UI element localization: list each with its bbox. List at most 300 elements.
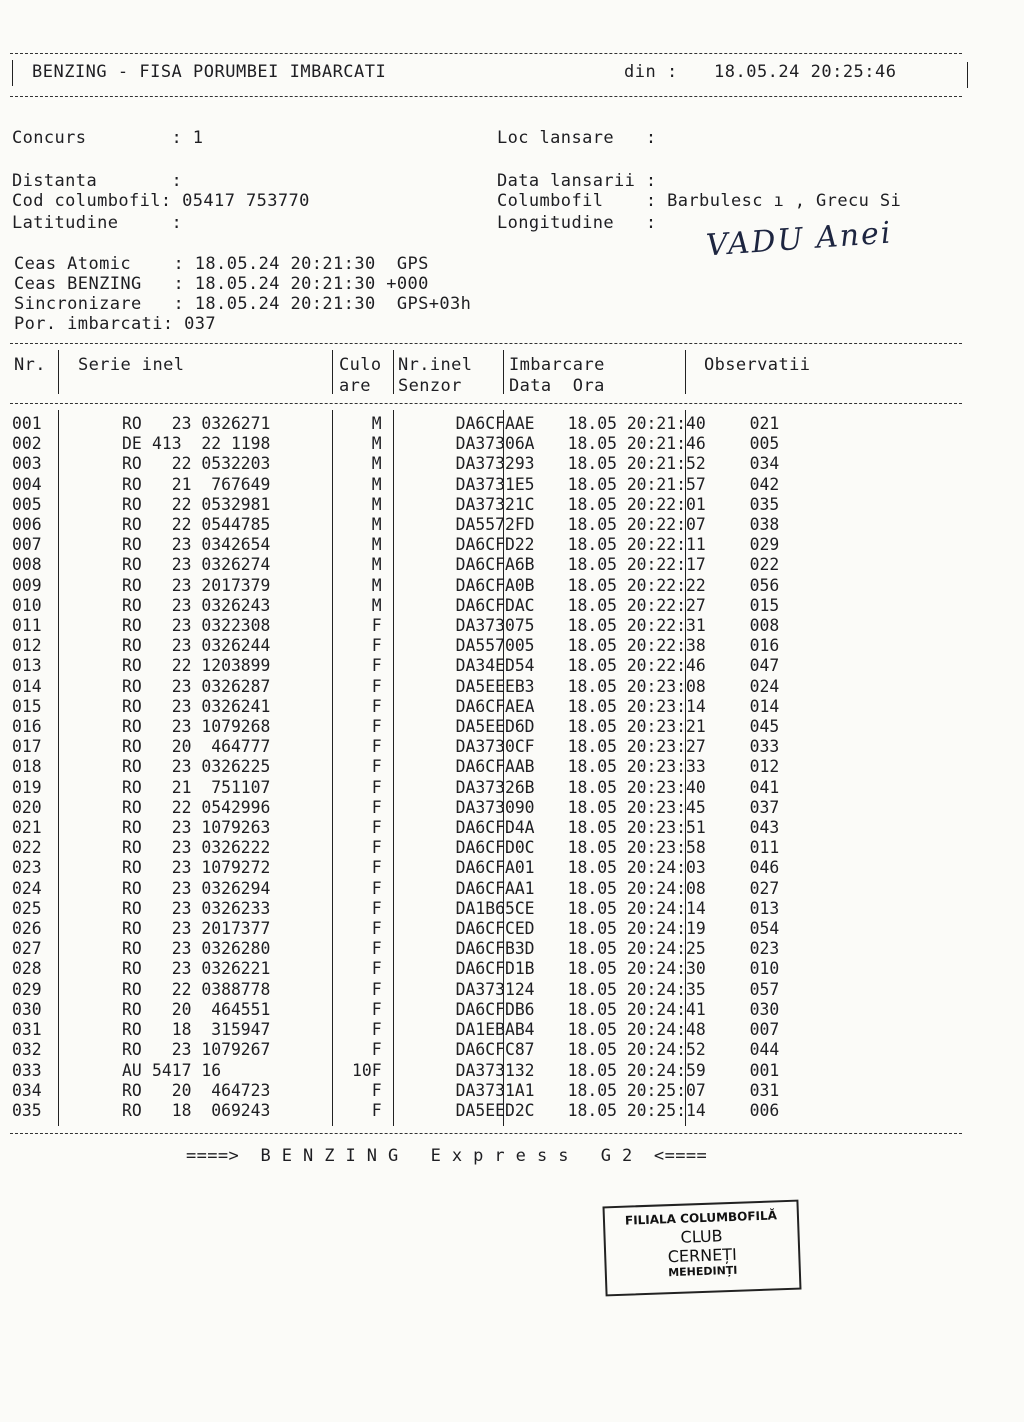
row-number: 029 — [12, 979, 42, 999]
ring-country: RO — [122, 676, 142, 696]
sex-marker: F — [371, 979, 382, 999]
ring-country: RO — [122, 959, 142, 979]
color-cell — [382, 778, 452, 798]
observation: 013 — [749, 898, 780, 918]
table-row — [12, 656, 810, 676]
boarding-datetime: 18.05 20:24:35 — [567, 979, 706, 999]
row-number: 026 — [12, 919, 42, 939]
color-cell — [382, 980, 452, 1000]
ring-number: 5417 16 — [152, 1060, 222, 1080]
row-number: 001 — [12, 414, 42, 433]
color-cell — [382, 677, 452, 697]
ring-number: 23 1079272 — [152, 858, 271, 878]
observation: 034 — [749, 454, 780, 474]
observation: 015 — [749, 595, 780, 615]
sex-marker: M — [371, 595, 382, 615]
ring-number: 22 1203899 — [152, 656, 271, 676]
ring-country: RO — [122, 1080, 142, 1100]
sex-marker: F — [371, 898, 382, 918]
sensor-id: DA373090 — [455, 797, 535, 817]
boarding-datetime: 18.05 20:23:58 — [567, 838, 706, 858]
ring-number: 22 0542996 — [152, 797, 271, 817]
table-row — [12, 980, 810, 1000]
table-row — [12, 959, 810, 979]
info-sincronizare: Sincronizare : 18.05.24 20:21:30 GPS+03h — [14, 294, 472, 314]
sensor-id: DA37321C — [455, 494, 535, 514]
row-number: 015 — [12, 696, 42, 716]
color-cell — [382, 757, 452, 777]
col-divider-5-header — [685, 350, 686, 394]
sensor-id: DA1B65CE — [455, 898, 535, 918]
col-divider-3-header — [393, 350, 394, 394]
sex-marker: F — [371, 919, 382, 939]
col-header-nrinel-1: Nr.inel — [398, 355, 473, 375]
document-title: BENZING - FISA PORUMBEI IMBARCATI — [32, 62, 387, 82]
ring-country: RO — [122, 454, 142, 474]
color-cell — [382, 636, 452, 656]
col-header-observatii: Observatii — [704, 355, 811, 375]
boarding-datetime: 18.05 20:24:48 — [567, 1020, 706, 1040]
sex-marker: F — [371, 858, 382, 878]
boarding-datetime: 18.05 20:24:03 — [567, 858, 706, 878]
table-top-rule — [10, 343, 962, 344]
ring-country: RO — [122, 515, 142, 535]
boarding-datetime: 18.05 20:23:33 — [567, 757, 706, 777]
boarding-datetime: 18.05 20:24:52 — [567, 1040, 706, 1060]
header-bottom-rule — [10, 96, 962, 97]
boarding-datetime: 18.05 20:24:30 — [567, 959, 706, 979]
table-row — [12, 576, 810, 596]
info-data-lansarii: Data lansarii : — [497, 171, 657, 191]
col-divider-1-header — [58, 350, 59, 394]
info-latitudine: Latitudine : — [12, 213, 183, 233]
table-row — [12, 1040, 810, 1060]
observation: 056 — [749, 575, 780, 595]
footer-banner: ====> B E N Z I N G E x p r e s s G 2 <==== — [186, 1146, 708, 1166]
col-header-culoare-2: are — [339, 376, 371, 396]
ring-number: 23 0326244 — [152, 636, 271, 656]
boarding-datetime: 18.05 20:24:25 — [567, 939, 706, 959]
sensor-id: DA6CFD0C — [455, 838, 535, 858]
header-top-rule — [10, 53, 962, 54]
observation: 008 — [749, 616, 780, 636]
observation: 010 — [749, 959, 780, 979]
sensor-id: DA6CFB3D — [455, 939, 535, 959]
ring-number: 20 464551 — [152, 999, 271, 1019]
boarding-datetime: 18.05 20:21:57 — [567, 474, 706, 494]
table-row — [12, 454, 810, 474]
observation: 014 — [749, 696, 780, 716]
sex-marker: F — [371, 777, 382, 797]
table-row — [12, 1101, 810, 1121]
ring-country: RO — [122, 717, 142, 737]
header-right-border — [967, 62, 968, 88]
info-loc-lansare: Loc lansare : — [497, 128, 657, 148]
color-cell — [382, 656, 452, 676]
row-number: 003 — [12, 454, 42, 474]
color-cell — [382, 1081, 452, 1101]
boarding-datetime: 18.05 20:24:19 — [567, 919, 706, 939]
ring-number: 23 1079268 — [152, 717, 271, 737]
sensor-id: DA6CFAAB — [455, 757, 535, 777]
table-header-rule — [10, 403, 962, 404]
sex-marker: F — [371, 636, 382, 656]
col-header-imbarcare-1: Imbarcare — [509, 355, 605, 375]
observation: 030 — [749, 999, 780, 1019]
date-value: 18.05.24 20:25:46 — [714, 62, 897, 82]
table-row — [12, 1061, 810, 1081]
sex-marker: F — [371, 717, 382, 737]
observation: 011 — [749, 838, 780, 858]
ring-country: RO — [122, 535, 142, 555]
row-number: 016 — [12, 717, 42, 737]
ring-number: 23 0326221 — [152, 959, 271, 979]
table-row — [12, 414, 810, 434]
sensor-id: DA6CFAA1 — [455, 878, 535, 898]
sensor-id: DA373293 — [455, 454, 535, 474]
color-cell — [382, 1000, 452, 1020]
info-ceas-benzing: Ceas BENZING : 18.05.24 20:21:30 +000 — [14, 274, 429, 294]
table-row — [12, 778, 810, 798]
table-row — [12, 1000, 810, 1020]
color-cell — [382, 1040, 452, 1060]
ring-number: 20 464723 — [152, 1080, 271, 1100]
sensor-id: DA37306A — [455, 434, 535, 454]
ring-country: RO — [122, 737, 142, 757]
row-number: 027 — [12, 939, 42, 959]
sex-marker: M — [371, 535, 382, 555]
row-number: 014 — [12, 676, 42, 696]
sex-marker: F — [371, 1080, 382, 1100]
color-cell — [382, 515, 452, 535]
boarding-datetime: 18.05 20:23:27 — [567, 737, 706, 757]
sensor-id: DA5EEEB3 — [455, 676, 535, 696]
sex-marker: M — [371, 434, 382, 454]
color-cell — [382, 717, 452, 737]
boarding-datetime: 18.05 20:22:17 — [567, 555, 706, 575]
sex-marker: F — [371, 696, 382, 716]
sex-marker: M — [371, 474, 382, 494]
ring-country: RO — [122, 575, 142, 595]
row-number: 022 — [12, 838, 42, 858]
color-cell — [382, 495, 452, 515]
color-cell — [382, 879, 452, 899]
row-number: 031 — [12, 1020, 42, 1040]
sensor-id: DA6CFD1B — [455, 959, 535, 979]
observation: 044 — [749, 1040, 780, 1060]
ring-number: 23 0326294 — [152, 878, 271, 898]
ring-country: RO — [122, 616, 142, 636]
ring-number: 23 0326233 — [152, 898, 271, 918]
boarding-datetime: 18.05 20:25:14 — [567, 1100, 706, 1120]
ring-country: RO — [122, 1100, 142, 1120]
boarding-datetime: 18.05 20:23:21 — [567, 717, 706, 737]
sensor-id: DA6CFD22 — [455, 535, 535, 555]
color-cell — [382, 576, 452, 596]
color-cell — [382, 555, 452, 575]
color-cell — [382, 535, 452, 555]
observation: 001 — [749, 1060, 780, 1080]
sensor-id: DA34ED54 — [455, 656, 535, 676]
ring-number: 23 2017377 — [152, 919, 271, 939]
sex-marker: F — [371, 757, 382, 777]
boarding-datetime: 18.05 20:22:46 — [567, 656, 706, 676]
sensor-id: DA6CFDAC — [455, 595, 535, 615]
row-number: 017 — [12, 737, 42, 757]
row-number: 035 — [12, 1100, 42, 1120]
sex-marker: M — [371, 515, 382, 535]
ring-country: RO — [122, 979, 142, 999]
boarding-datetime: 18.05 20:22:01 — [567, 494, 706, 514]
row-number: 020 — [12, 797, 42, 817]
ring-country: RO — [122, 777, 142, 797]
row-number: 011 — [12, 616, 42, 636]
ring-country: RO — [122, 474, 142, 494]
table-row — [12, 697, 810, 717]
sex-marker: M — [371, 454, 382, 474]
stamp-line-2: CLUB — [680, 1226, 723, 1247]
observation: 031 — [749, 1080, 780, 1100]
sensor-id: DA557005 — [455, 636, 535, 656]
sensor-id: DA6CFDB6 — [455, 999, 535, 1019]
sensor-id: DA37326B — [455, 777, 535, 797]
row-number: 005 — [12, 494, 42, 514]
row-number: 010 — [12, 595, 42, 615]
sensor-id: DA6CFA0B — [455, 575, 535, 595]
color-cell — [382, 737, 452, 757]
observation: 035 — [749, 494, 780, 514]
ring-number: 22 0544785 — [152, 515, 271, 535]
row-number: 033 — [12, 1060, 42, 1080]
sensor-id: DA6CFAEA — [455, 696, 535, 716]
boarding-datetime: 18.05 20:22:38 — [567, 636, 706, 656]
ring-number: 22 0388778 — [152, 979, 271, 999]
sex-marker: F — [371, 1020, 382, 1040]
row-number: 008 — [12, 555, 42, 575]
sensor-id: DA6CFCED — [455, 919, 535, 939]
observation: 021 — [749, 414, 780, 433]
color-cell — [382, 838, 452, 858]
color-cell — [382, 697, 452, 717]
boarding-datetime: 18.05 20:21:52 — [567, 454, 706, 474]
sex-marker: F — [371, 1040, 382, 1060]
observation: 043 — [749, 818, 780, 838]
boarding-datetime: 18.05 20:23:40 — [567, 777, 706, 797]
row-number: 025 — [12, 898, 42, 918]
boarding-datetime: 18.05 20:24:14 — [567, 898, 706, 918]
color-cell — [382, 596, 452, 616]
sex-marker: F — [371, 656, 382, 676]
row-number: 021 — [12, 818, 42, 838]
sex-marker: F — [371, 737, 382, 757]
col-header-serie: Serie inel — [78, 355, 185, 375]
boarding-datetime: 18.05 20:24:59 — [567, 1060, 706, 1080]
boarding-datetime: 18.05 20:21:46 — [567, 434, 706, 454]
ring-number: 21 751107 — [152, 777, 271, 797]
observation: 038 — [749, 515, 780, 535]
sex-marker: 10F — [352, 1060, 382, 1080]
row-number: 009 — [12, 575, 42, 595]
table-row — [12, 879, 810, 899]
table-row — [12, 798, 810, 818]
ring-number: 23 0326243 — [152, 595, 271, 615]
sex-marker: F — [371, 676, 382, 696]
sex-marker: F — [371, 939, 382, 959]
table-row — [12, 555, 810, 575]
color-cell — [382, 818, 452, 838]
ring-number: 23 0326225 — [152, 757, 271, 777]
color-cell — [382, 434, 452, 454]
info-columbofil: Columbofil : Barbulesc ı , Grecu Si — [497, 191, 902, 211]
header-left-border — [12, 60, 13, 86]
ring-number: 22 0532203 — [152, 454, 271, 474]
info-longitudine: Longitudine : — [497, 213, 657, 233]
row-number: 006 — [12, 515, 42, 535]
sensor-id: DA6CFC87 — [455, 1040, 535, 1060]
color-cell — [382, 454, 452, 474]
ring-country: RO — [122, 818, 142, 838]
observation: 029 — [749, 535, 780, 555]
sex-marker: F — [371, 797, 382, 817]
table-row — [12, 818, 810, 838]
col-header-nrinel-2: Senzor — [398, 376, 462, 396]
boarding-datetime: 18.05 20:23:51 — [567, 818, 706, 838]
sensor-id: DA6CFA01 — [455, 858, 535, 878]
table-row — [12, 596, 810, 616]
ring-country: RO — [122, 1040, 142, 1060]
color-cell — [382, 939, 452, 959]
table-row — [12, 939, 810, 959]
ring-number: 22 0532981 — [152, 494, 271, 514]
boarding-datetime: 18.05 20:22:11 — [567, 535, 706, 555]
table-row — [12, 919, 810, 939]
observation: 042 — [749, 474, 780, 494]
color-cell — [382, 1020, 452, 1040]
observation: 057 — [749, 979, 780, 999]
observation: 045 — [749, 717, 780, 737]
ring-number: 413 22 1198 — [152, 434, 271, 454]
sex-marker: F — [371, 818, 382, 838]
row-number: 007 — [12, 535, 42, 555]
ring-country: RO — [122, 595, 142, 615]
sensor-id: DA373124 — [455, 979, 535, 999]
info-concurs: Concurs : 1 — [12, 128, 204, 148]
ring-country: RO — [122, 414, 142, 433]
table-row — [12, 535, 810, 555]
ring-country: RO — [122, 636, 142, 656]
observation: 027 — [749, 878, 780, 898]
sex-marker: F — [371, 878, 382, 898]
boarding-datetime: 18.05 20:21:40 — [567, 414, 706, 433]
sensor-id: DA5EED2C — [455, 1100, 535, 1120]
color-cell — [382, 959, 452, 979]
table-row — [12, 838, 810, 858]
row-number: 019 — [12, 777, 42, 797]
row-number: 030 — [12, 999, 42, 1019]
sensor-id: DA1EBAB4 — [455, 1020, 535, 1040]
table-row — [12, 636, 810, 656]
observation: 005 — [749, 434, 780, 454]
table-row — [12, 677, 810, 697]
ring-country: RO — [122, 494, 142, 514]
ring-country: RO — [122, 696, 142, 716]
info-cod-columbofil: Cod columbofil: 05417 753770 — [12, 191, 310, 211]
sensor-id: DA5572FD — [455, 515, 535, 535]
sex-marker: M — [371, 414, 382, 433]
sensor-id: DA6CFD4A — [455, 818, 535, 838]
ring-country: RO — [122, 878, 142, 898]
observation: 041 — [749, 777, 780, 797]
sex-marker: F — [371, 1100, 382, 1120]
ring-country: DE — [122, 434, 142, 454]
observation: 007 — [749, 1020, 780, 1040]
col-header-culoare-1: Culo — [339, 355, 382, 375]
ring-country: RO — [122, 797, 142, 817]
color-cell — [382, 1101, 452, 1121]
ring-number: 23 0326280 — [152, 939, 271, 959]
row-number: 004 — [12, 474, 42, 494]
ring-country: AU — [122, 1060, 142, 1080]
sensor-id: DA3730CF — [455, 737, 535, 757]
ring-number: 23 0326274 — [152, 555, 271, 575]
boarding-datetime: 18.05 20:24:08 — [567, 878, 706, 898]
sex-marker: M — [371, 575, 382, 595]
row-number: 023 — [12, 858, 42, 878]
boarding-datetime: 18.05 20:25:07 — [567, 1080, 706, 1100]
color-cell — [382, 475, 452, 495]
ring-number: 21 767649 — [152, 474, 271, 494]
col-divider-2-header — [332, 350, 333, 394]
stamp-line-3: CERNEȚI — [667, 1244, 738, 1267]
observation: 033 — [749, 737, 780, 757]
color-cell — [382, 616, 452, 636]
col-divider-4-header — [503, 350, 504, 394]
boarding-datetime: 18.05 20:22:22 — [567, 575, 706, 595]
row-number: 028 — [12, 959, 42, 979]
table-row — [12, 1020, 810, 1040]
sensor-id: DA6CFA6B — [455, 555, 535, 575]
ring-country: RO — [122, 858, 142, 878]
ring-country: RO — [122, 919, 142, 939]
table-bottom-rule — [10, 1133, 962, 1134]
ring-number: 23 0322308 — [152, 616, 271, 636]
ring-country: RO — [122, 656, 142, 676]
col-header-nr: Nr. — [14, 355, 46, 375]
sex-marker: M — [371, 555, 382, 575]
ring-number: 23 0326287 — [152, 676, 271, 696]
ring-number: 18 069243 — [152, 1100, 271, 1120]
observation: 037 — [749, 797, 780, 817]
handwritten-note: VADU Anei — [705, 215, 894, 264]
row-number: 032 — [12, 1040, 42, 1060]
sensor-id: DA3731A1 — [455, 1080, 535, 1100]
ring-number: 18 315947 — [152, 1020, 271, 1040]
sex-marker: F — [371, 999, 382, 1019]
table-row — [12, 717, 810, 737]
boarding-datetime: 18.05 20:23:45 — [567, 797, 706, 817]
sensor-id: DA3731E5 — [455, 474, 535, 494]
observation: 047 — [749, 656, 780, 676]
row-number: 024 — [12, 878, 42, 898]
info-ceas-atomic: Ceas Atomic : 18.05.24 20:21:30 GPS — [14, 254, 429, 274]
col-header-imbarcare-2: Data Ora — [509, 376, 605, 396]
observation: 046 — [749, 858, 780, 878]
boarding-datetime: 18.05 20:23:08 — [567, 676, 706, 696]
observation: 016 — [749, 636, 780, 656]
boarding-datetime: 18.05 20:22:07 — [567, 515, 706, 535]
boarding-datetime: 18.05 20:23:14 — [567, 696, 706, 716]
pigeon-table — [12, 414, 810, 1121]
